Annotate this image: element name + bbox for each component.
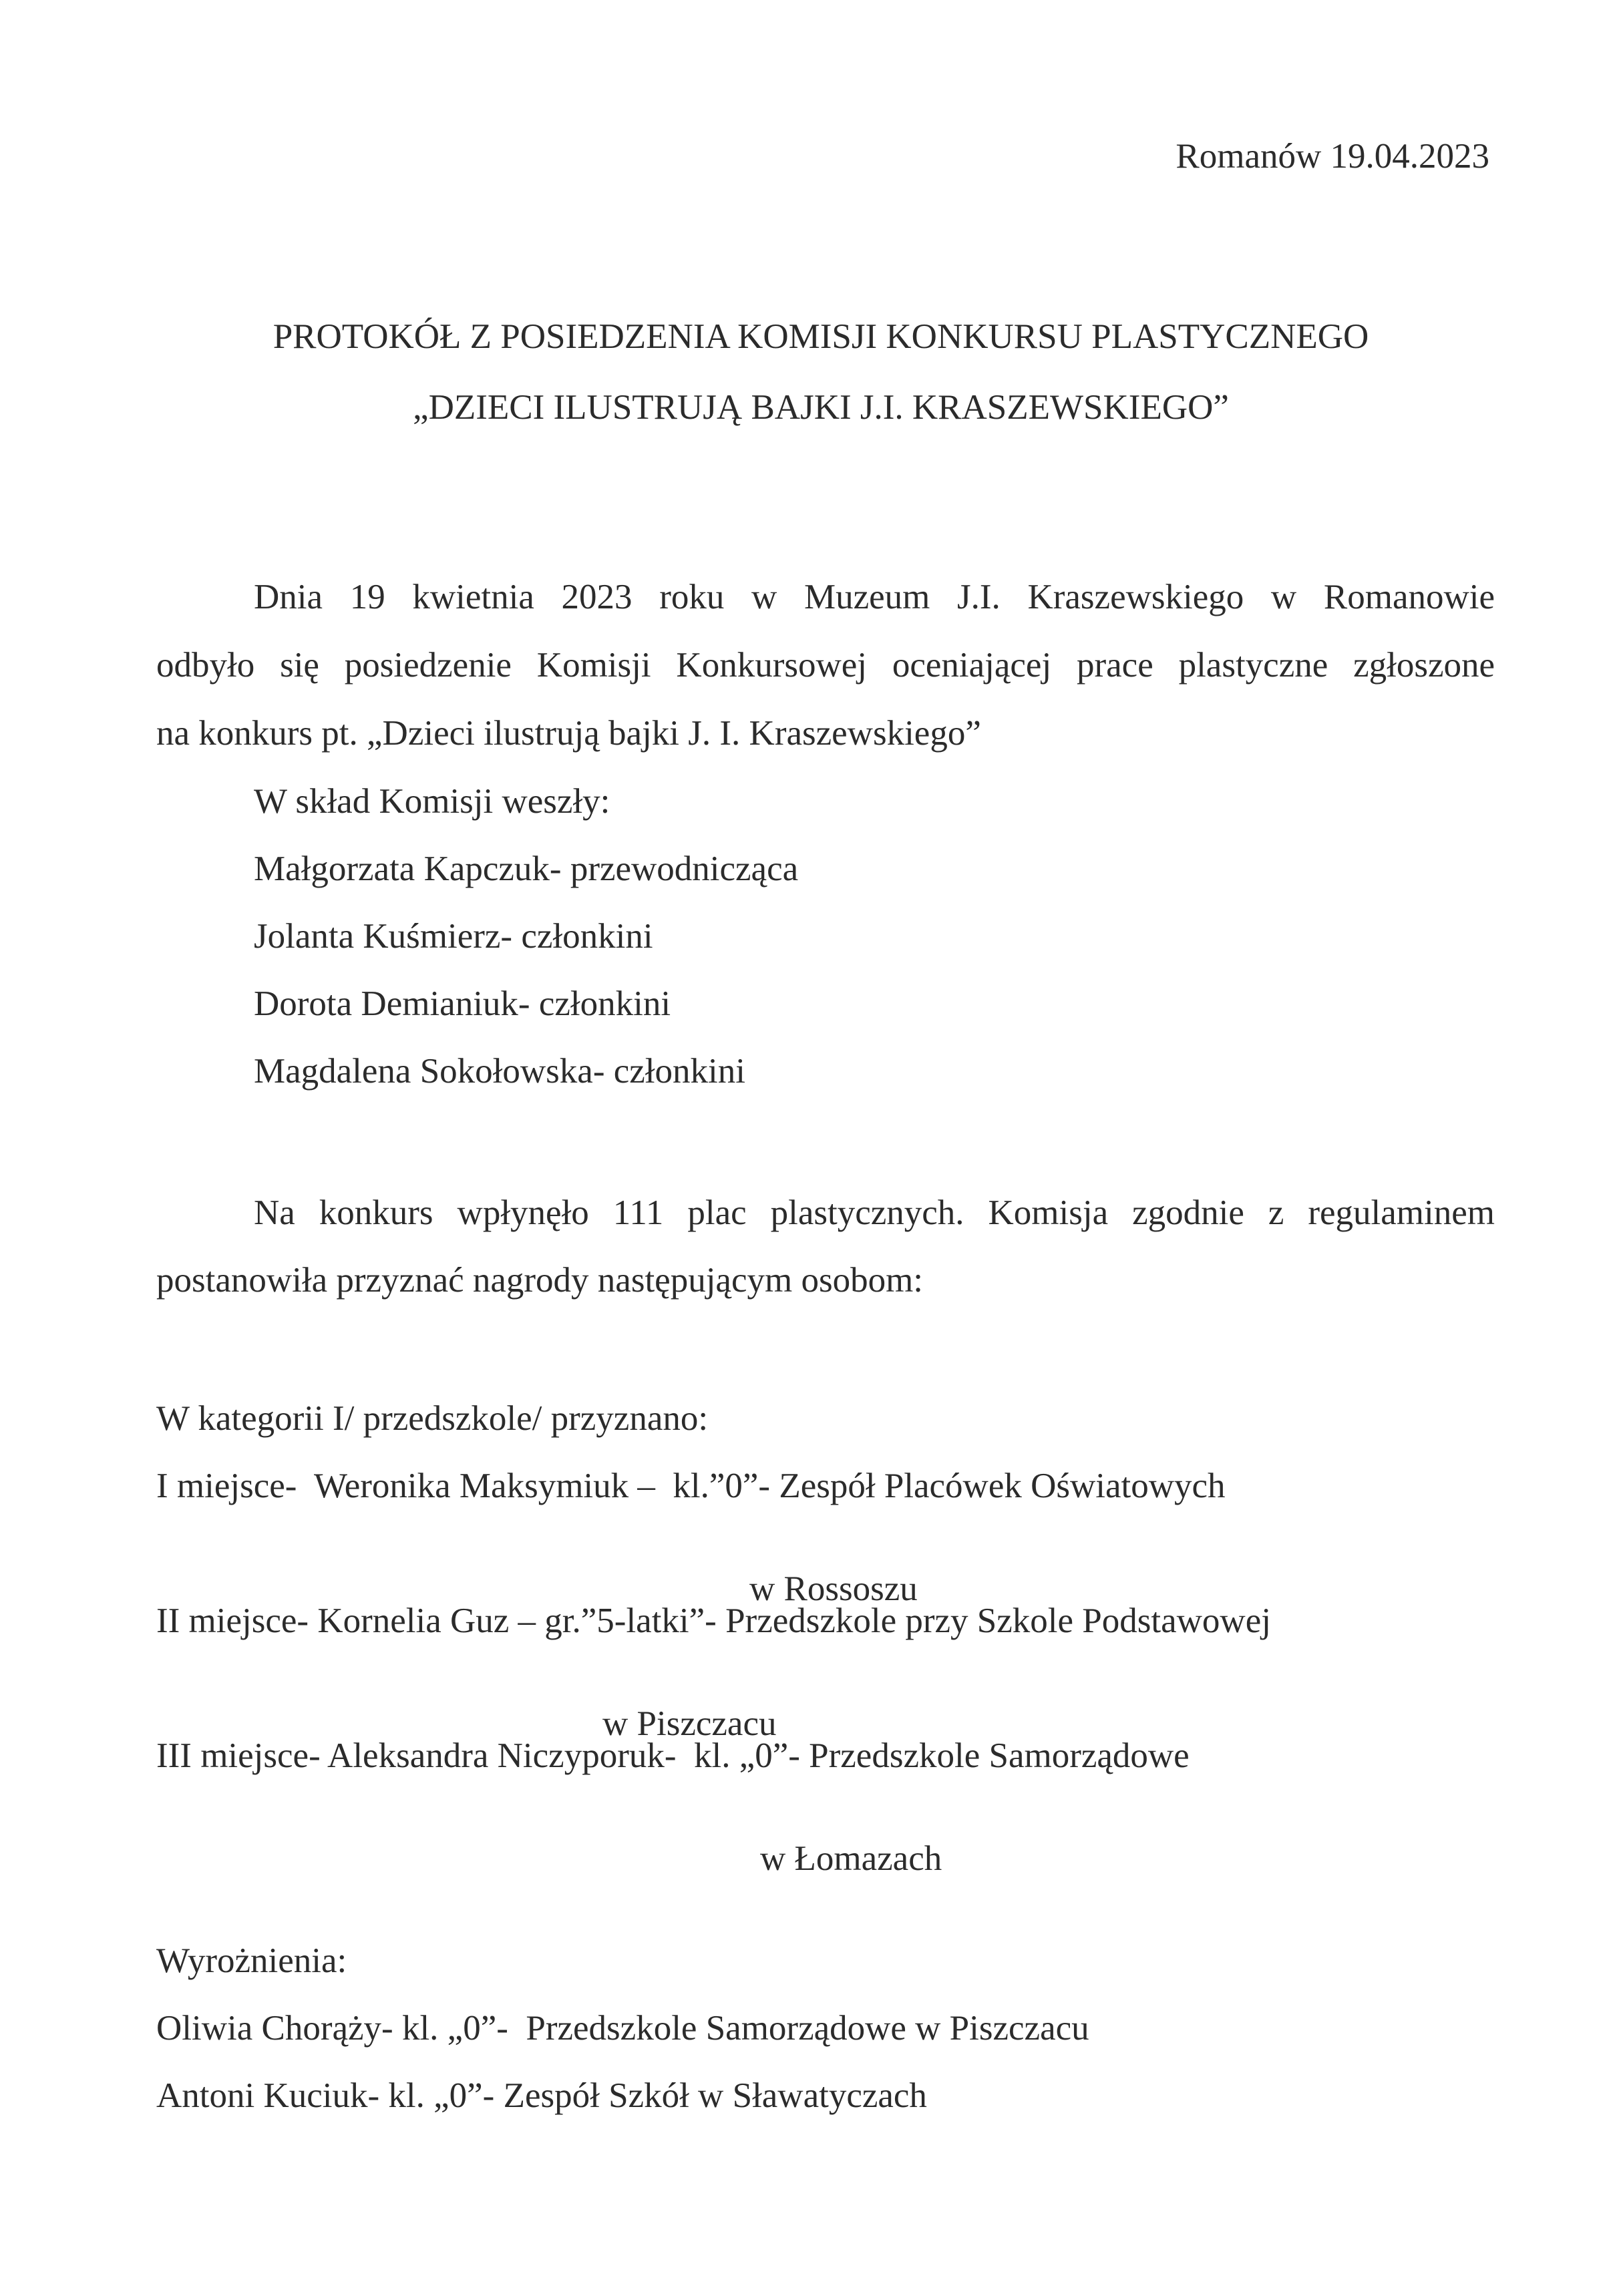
honorable-mentions (156, 1943, 1089, 2146)
intro-line-2: odbyło się posiedzenie Komisji Konkursowej oceniającej prace plastyczne zgłoszone (156, 646, 1495, 685)
category-heading: W kategorii I/ przedszkole/ przyznano: (156, 1399, 709, 1438)
commission-member: Jolanta Kuśmierz- członkini (254, 917, 653, 956)
commission-member: Dorota Demianiuk- członkini (254, 984, 671, 1023)
award-third-place-school-row (156, 1806, 1271, 1878)
intro-line-1: Dnia 19 kwietnia 2023 roku w Muzeum J.I. Kraszewskiego w Romanowie (254, 578, 1495, 616)
honor-item: Oliwia Chorąży- kl. „0”- Przedszkole Samorządowe w Piszczacu (156, 2009, 1089, 2048)
commission-member: Magdalena Sokołowska- członkini (254, 1052, 745, 1091)
summary-line-2: postanowiła przyznać nagrody następującym osobom: (156, 1261, 924, 1300)
summary-line-1: Na konkurs wpłynęło 111 plac plastycznych. Komisja zgodnie z regulaminem (254, 1193, 1495, 1232)
award-second-place-school: w Piszczacu (602, 1704, 777, 1743)
intro-line-3: na konkurs pt. „Dzieci ilustrują bajki J. I. Kraszewskiego” (156, 714, 981, 753)
award-first-place-school-row (156, 1536, 1271, 1608)
document-title-line-1: PROTOKÓŁ Z POSIEDZENIA KOMISJI KONKURSU PLASTYCZNEGO (273, 317, 1369, 356)
commission-heading: W skład Komisji weszły: (254, 782, 610, 821)
award-second-place-school-row (156, 1671, 1271, 1743)
honor-item: Antoni Kuciuk- kl. „0”- Zespół Szkół w Sławatyczach (156, 2076, 927, 2115)
intro-paragraph (156, 580, 1495, 784)
commission-list (254, 784, 798, 1121)
award-first-place: I miejsce- Weronika Maksymiuk – kl.”0”- Zespół Placówek Oświatowych (156, 1467, 1226, 1505)
commission-member: Małgorzata Kapczuk- przewodnicząca (254, 849, 799, 888)
award-first-place-school: w Rossoszu (749, 1569, 918, 1608)
document-title-line-2: „DZIECI ILUSTRUJĄ BAJKI J.I. KRASZEWSKIEGO” (413, 388, 1229, 427)
award-third-place: III miejsce- Aleksandra Niczyporuk- kl. „0”- Przedszkole Samorządowe (156, 1736, 1190, 1775)
category-awards (156, 1399, 1271, 1878)
award-third-place-school: w Łomazach (760, 1839, 942, 1878)
honors-heading: Wyrożnienia: (156, 1941, 347, 1980)
award-second-place: II miejsce- Kornelia Guz – gr.”5-latki”- Przedszkole przy Szkole Podstawowej (156, 1601, 1271, 1640)
summary-paragraph (156, 1195, 1495, 1330)
place-date: Romanów 19.04.2023 (1176, 137, 1489, 176)
